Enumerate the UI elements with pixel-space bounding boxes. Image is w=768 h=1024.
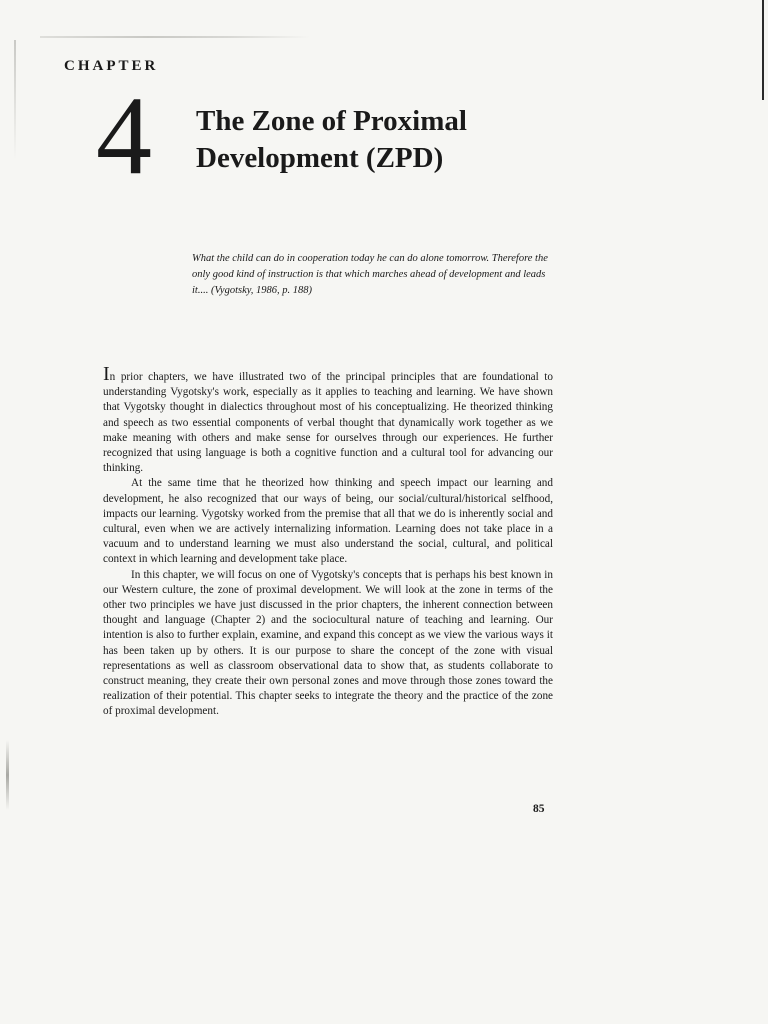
paragraph-1-text: n prior chapters, we have illustrated two of the principal principles that are foundational to understanding Vygotsky's work, especially as it applies to teaching and learning. We have shown that Vygotsky thought in dialectics throughout most of his conceptualizing. He theorized thinking and speech as two essential components of verbal thought that dynamically work together as we make meaning with others and make sense for ourselves through our experiences. He further recognized that using language is both a cognitive function and a cultural tool for advancing our thinking. <box>103 371 553 475</box>
scan-artifact-left-low <box>6 740 9 810</box>
chapter-title-line-1: The Zone of Proximal <box>196 105 467 137</box>
scan-artifact-left <box>14 40 16 160</box>
paragraph-2: At the same time that he theorized how thinking and speech impact our learning and development, he also recognized that our ways of being, our social/cultural/historical selfhood, impacts our learning. Vygotsky worked from the premise that all that we do is inherently social and cultural, even when we are actively internalizing information. Learning does not take place in a vacuum and to understand learning we must also understand the social, cultural, and political context in which learning and development take place. <box>103 477 553 566</box>
scan-artifact-top <box>40 36 310 38</box>
chapter-title-line-2: Development (ZPD) <box>196 142 444 174</box>
chapter-body <box>103 363 553 720</box>
chapter-label: CHAPTER <box>64 58 159 74</box>
chapter-title <box>196 103 576 177</box>
paragraph-1 <box>103 363 553 476</box>
paragraph-3: In this chapter, we will focus on one of Vygotsky's concepts that is perhaps his best known in our Western culture, the zone of proximal development. We will look at the zone in terms of the other two principles we have just discussed in the prior chapters, the inherent connection between thought and language (Chapter 2) and the sociocultural nature of teaching and learning. Our intention is also to further explain, examine, and expand this concept as we view the various ways it has been taken up by others. It is our purpose to share the concept of the zone with visual representations as well as classroom observational data to show that, as students collaborate to construct meaning, they create their own personal zones and move through those zones toward the realization of their potential. This chapter seeks to integrate the theory and the practice of the zone of proximal development. <box>103 568 553 718</box>
page-number: 85 <box>533 803 545 815</box>
chapter-number: 4 <box>96 74 152 198</box>
drop-cap: I <box>103 363 110 385</box>
scan-artifact-right-edge <box>762 0 764 100</box>
epigraph-quote: What the child can do in cooperation today he can do alone tomorrow. Therefore the only good kind of instruction is that which marches ahead of development and leads it.... (Vygotsky, 1986, p. 188) <box>192 253 548 296</box>
